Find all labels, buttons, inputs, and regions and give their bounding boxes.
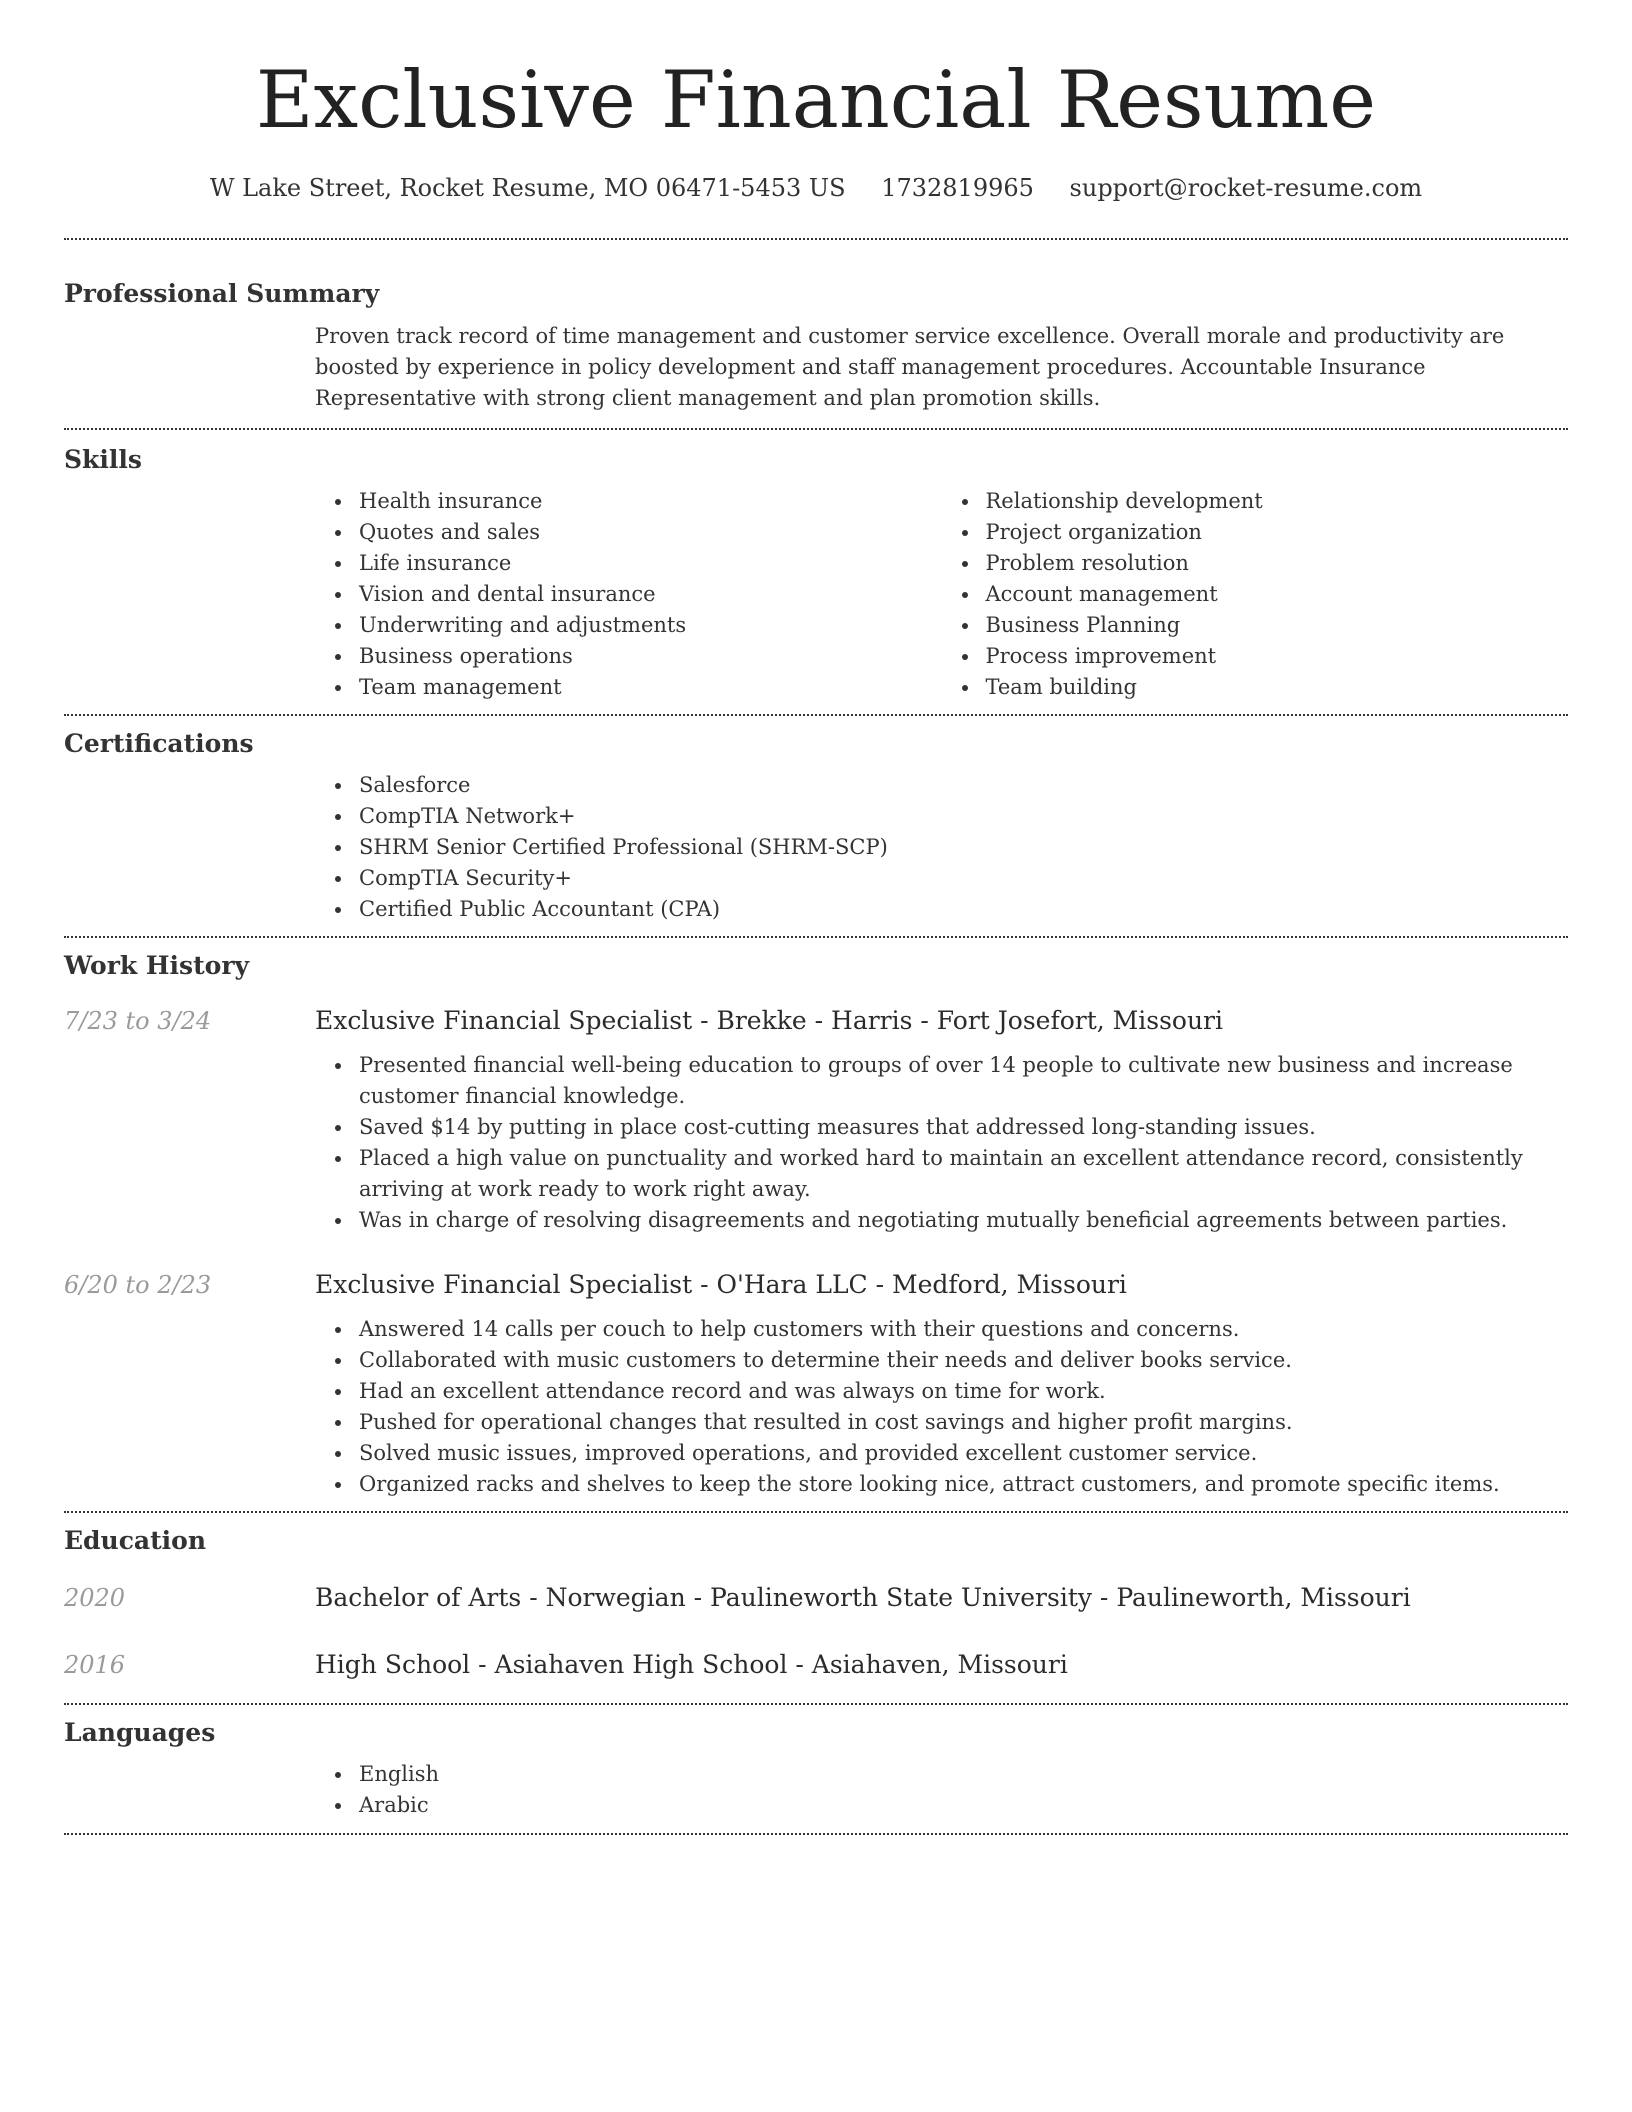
job-header	[64, 1004, 1568, 1038]
skills-heading: Skills	[64, 445, 142, 474]
certifications-section	[64, 716, 1568, 936]
job-bullet: Pushed for operational changes that resulted in cost savings and higher profit margins.	[359, 1407, 1568, 1438]
skill-item: Problem resolution	[986, 548, 1569, 579]
skill-item: Process improvement	[986, 641, 1569, 672]
skills-list-left	[315, 486, 942, 703]
skill-item: Underwriting and adjustments	[359, 610, 942, 641]
divider	[64, 1833, 1568, 1835]
skill-item: Quotes and sales	[359, 517, 942, 548]
job-bullet: Placed a high value on punctuality and worked hard to maintain an excellent attendance record, consistently arriving at work ready to work right away.	[359, 1143, 1568, 1205]
skill-item: Team management	[359, 672, 942, 703]
job-bullet: Collaborated with music customers to determine their needs and deliver books service.	[359, 1345, 1568, 1376]
contact-email: support@rocket-resume.com	[1069, 174, 1423, 202]
language-item: English	[359, 1759, 1568, 1790]
education-title: Bachelor of Arts - Norwegian - Paulineworth State University - Paulineworth, Missouri	[315, 1583, 1411, 1612]
job-bullet: Had an excellent attendance record and was always on time for work.	[359, 1376, 1568, 1407]
certification-item: SHRM Senior Certified Professional (SHRM-SCP)	[359, 832, 1568, 863]
education-entry	[64, 1581, 1568, 1615]
job-bullet-list	[315, 1314, 1568, 1500]
language-item: Arabic	[359, 1790, 1568, 1821]
job-title: Exclusive Financial Specialist - Brekke - Harris - Fort Josefort, Missouri	[315, 1006, 1224, 1035]
skill-item: Relationship development	[986, 486, 1569, 517]
job-header	[64, 1268, 1568, 1302]
languages-section	[64, 1705, 1568, 1833]
certifications-list	[315, 770, 1568, 925]
languages-heading: Languages	[64, 1718, 216, 1747]
job-bullets	[315, 1314, 1568, 1511]
job-bullets	[315, 1050, 1568, 1236]
education-year: 2020	[64, 1584, 126, 1612]
skill-item: Team building	[986, 672, 1569, 703]
job-bullet: Answered 14 calls per couch to help customers with their questions and concerns.	[359, 1314, 1568, 1345]
education-entry	[64, 1648, 1568, 1703]
job-entry	[64, 1004, 1568, 1236]
skill-item: Health insurance	[359, 486, 942, 517]
education-title: High School - Asiahaven High School - Asiahaven, Missouri	[315, 1650, 1068, 1679]
skill-item: Vision and dental insurance	[359, 579, 942, 610]
work-heading: Work History	[64, 951, 250, 980]
job-entry	[64, 1268, 1568, 1511]
skills-columns	[315, 486, 1568, 714]
certification-item: Certified Public Accountant (CPA)	[359, 894, 1568, 925]
work-section	[64, 938, 1568, 1511]
summary-section	[64, 240, 1568, 428]
skills-section	[64, 430, 1568, 714]
job-dates: 7/23 to 3/24	[64, 1007, 212, 1035]
job-bullet-list	[315, 1050, 1568, 1236]
skills-list-right	[942, 486, 1569, 703]
contact-phone: 1732819965	[881, 174, 1034, 202]
job-bullet: Organized racks and shelves to keep the store looking nice, attract customers, and promote specific items.	[359, 1469, 1568, 1500]
skill-item: Life insurance	[359, 548, 942, 579]
certifications-heading: Certifications	[64, 729, 254, 758]
summary-heading: Professional Summary	[64, 279, 380, 308]
job-bullet: Solved music issues, improved operations, and provided excellent customer service.	[359, 1438, 1568, 1469]
job-bullet: Presented financial well-being education to groups of over 14 people to cultivate new business and increase customer financial knowledge.	[359, 1050, 1568, 1112]
job-dates: 6/20 to 2/23	[64, 1271, 212, 1299]
skill-item: Business Planning	[986, 610, 1569, 641]
certification-item: CompTIA Network+	[359, 801, 1568, 832]
certification-item: Salesforce	[359, 770, 1568, 801]
job-bullet: Saved $14 by putting in place cost-cutting measures that addressed long-standing issues.	[359, 1112, 1568, 1143]
languages-list	[315, 1759, 1568, 1821]
job-title: Exclusive Financial Specialist - O'Hara LLC - Medford, Missouri	[315, 1270, 1127, 1299]
certifications-content	[315, 770, 1568, 936]
languages-content	[315, 1759, 1568, 1833]
contact-address: W Lake Street, Rocket Resume, MO 06471-5453 US	[209, 174, 846, 202]
education-heading: Education	[64, 1526, 207, 1555]
contact-line	[64, 172, 1568, 204]
certification-item: CompTIA Security+	[359, 863, 1568, 894]
skill-item: Business operations	[359, 641, 942, 672]
summary-text: Proven track record of time management and customer service excellence. Overall morale and productivity are boosted by experience in policy development and staff management procedures. Accountable Insurance Representative with strong client management and plan promotion skills.	[315, 324, 1505, 410]
resume-title: Exclusive Financial Resume	[255, 54, 1377, 146]
education-year: 2016	[64, 1651, 126, 1679]
skill-item: Project organization	[986, 517, 1569, 548]
skill-item: Account management	[986, 579, 1569, 610]
education-section	[64, 1513, 1568, 1703]
job-bullet: Was in charge of resolving disagreements and negotiating mutually beneficial agreements between parties.	[359, 1205, 1568, 1236]
